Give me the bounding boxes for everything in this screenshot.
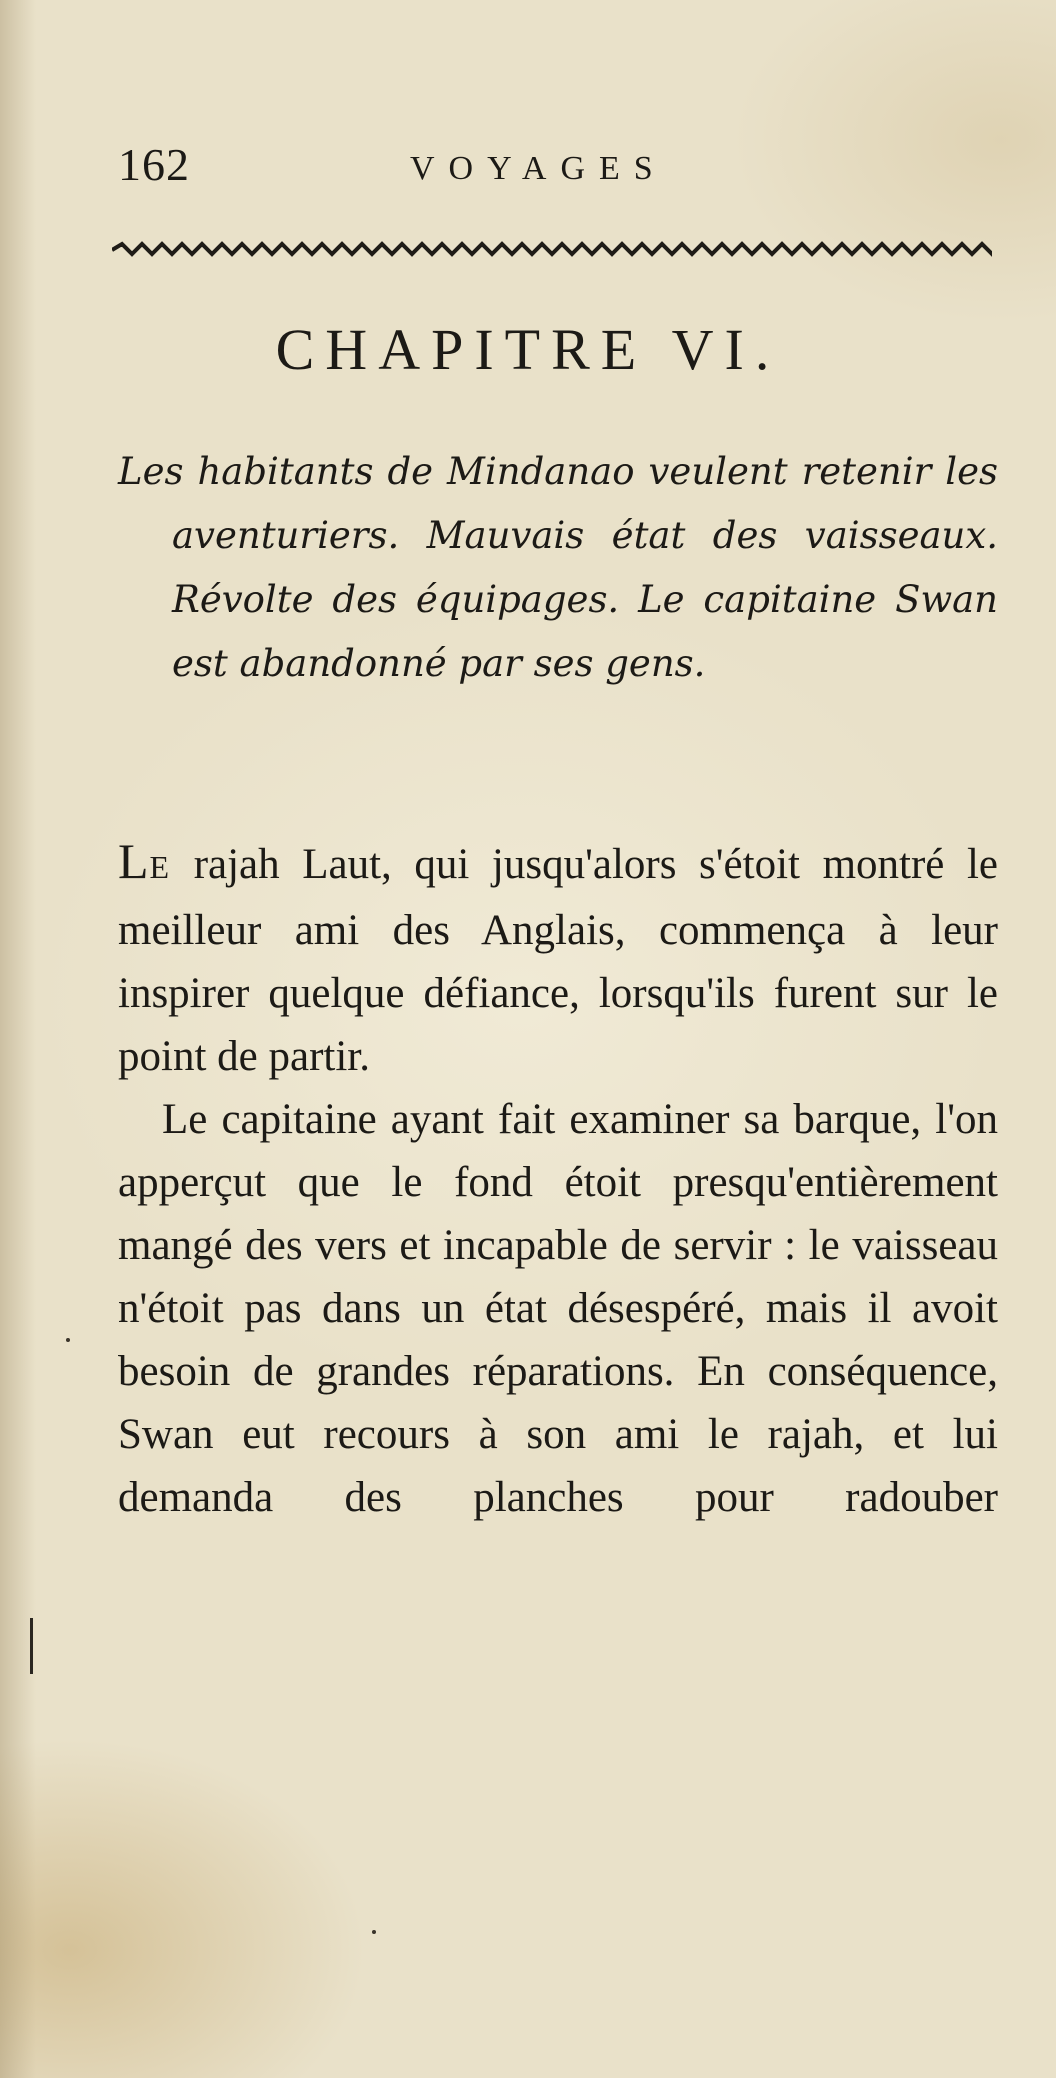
- page-edge-shadow: [0, 0, 36, 2078]
- ink-speck: [372, 1930, 376, 1934]
- ornamental-rule: [112, 238, 992, 260]
- paragraph-1-text: rajah Laut, qui jusqu'alors s'étoit montré le meilleur ami des Anglais, commença à leur inspirer quelque défiance, lorsqu'ils furent sur le point de partir.: [118, 841, 998, 1080]
- ink-speck: [66, 1338, 70, 1342]
- chapter-summary: Les habitants de Mindanao veulent retenir les aventuriers. Mauvais état des vaisseaux. Révolte des équipages. Le capitaine Swan est abandonné par ses gens.: [118, 450, 998, 685]
- margin-mark: [30, 1618, 33, 1674]
- paragraph-1: [118, 830, 998, 1088]
- paragraph-2: Le capitaine ayant fait examiner sa barque, l'on apperçut que le fond étoit presqu'entièrement mangé des vers et incapable de servir : le vaisseau n'étoit pas dans un état désespéré, mais il avoit besoin de grandes réparations. En conséquence, Swan eut recours à son ami le rajah, et lui demanda des planches pour radouber: [118, 1096, 998, 1521]
- drop-cap: L: [118, 833, 150, 889]
- body-text: [118, 830, 998, 1529]
- small-cap: E: [149, 849, 172, 885]
- chapter-title: CHAPITRE VI.: [275, 317, 781, 382]
- page-number: 162: [118, 139, 190, 190]
- page-header: [118, 138, 998, 198]
- running-head: VOYAGES: [410, 150, 667, 187]
